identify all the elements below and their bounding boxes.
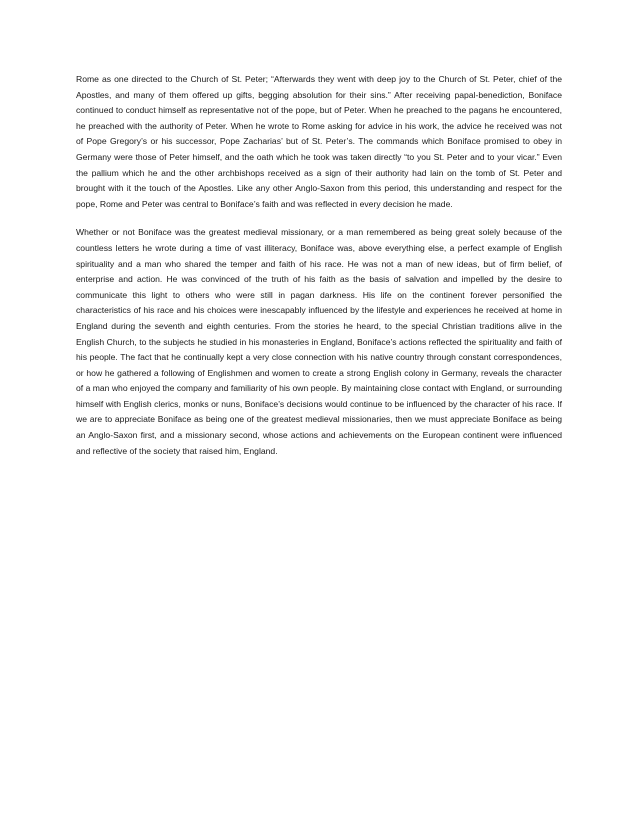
paragraph-1: Rome as one directed to the Church of St. Peter; “Afterwards they went with deep joy to the Church of St. Peter, chief of the Apostles, and many of them offered up gifts, begging absolution for their sins.” After receiving papal-benediction, Boniface continued to conduct himself as representative not of the pope, but of Peter. When he preached to the pagans he encountered, he preached with the authority of Peter. When he wrote to Rome asking for advice in his work, the advice he received was not of Pope Gregory’s or his successor, Pope Zacharias’ but of St. Peter’s. The commands which Boniface promised to obey in Germany were those of Peter himself, and the oath which he took was taken directly “to you St. Peter and to your vicar.” Even the pallium which he and the other archbishops received as a sign of their authority had lain on the tomb of St. Peter and brought with it the touch of the Apostles. Like any other Anglo-Saxon from this period, this understanding and respect for the pope, Rome and Peter was central to Boniface’s faith and was reflected in every decision he made. [76, 74, 562, 209]
document-body [76, 72, 562, 459]
paragraph-2: Whether or not Boniface was the greatest medieval missionary, or a man remembered as being great solely because of the countless letters he wrote during a time of vast illiteracy, Boniface was, above everything else, a perfect example of English spirituality and a man who shared the temper and faith of his race. He was not a man of new ideas, but of firm belief, of enterprise and action. He was convinced of the truth of his faith as the basis of salvation and impelled by the desire to communicate this light to others who were still in pagan darkness. His life on the continent forever personified the characteristics of his race and his choices were inescapably influenced by the lifestyle and experiences he received at home in England during the seventh and eighth centuries. From the stories he heard, to the special Christian traditions alive in the English Church, to the subjects he studied in his monasteries in England, Boniface’s actions reflected the spirituality and faith of his people. The fact that he continually kept a very close connection with his native country through constant correspondences, or how he gathered a following of Englishmen and women to create a strong English colony in Germany, reveals the character of a man who enjoyed the company and familiarity of his own people. By maintaining close contact with England, or surrounding himself with English clerics, monks or nuns, Boniface’s decisions would continue to be influenced by the character of his race. If we are to appreciate Boniface as being one of the greatest medieval missionaries, then we must appreciate Boniface as being an Anglo-Saxon first, and a missionary second, whose actions and achievements on the European continent were influenced and reflective of the society that raised him, England. [76, 227, 562, 456]
